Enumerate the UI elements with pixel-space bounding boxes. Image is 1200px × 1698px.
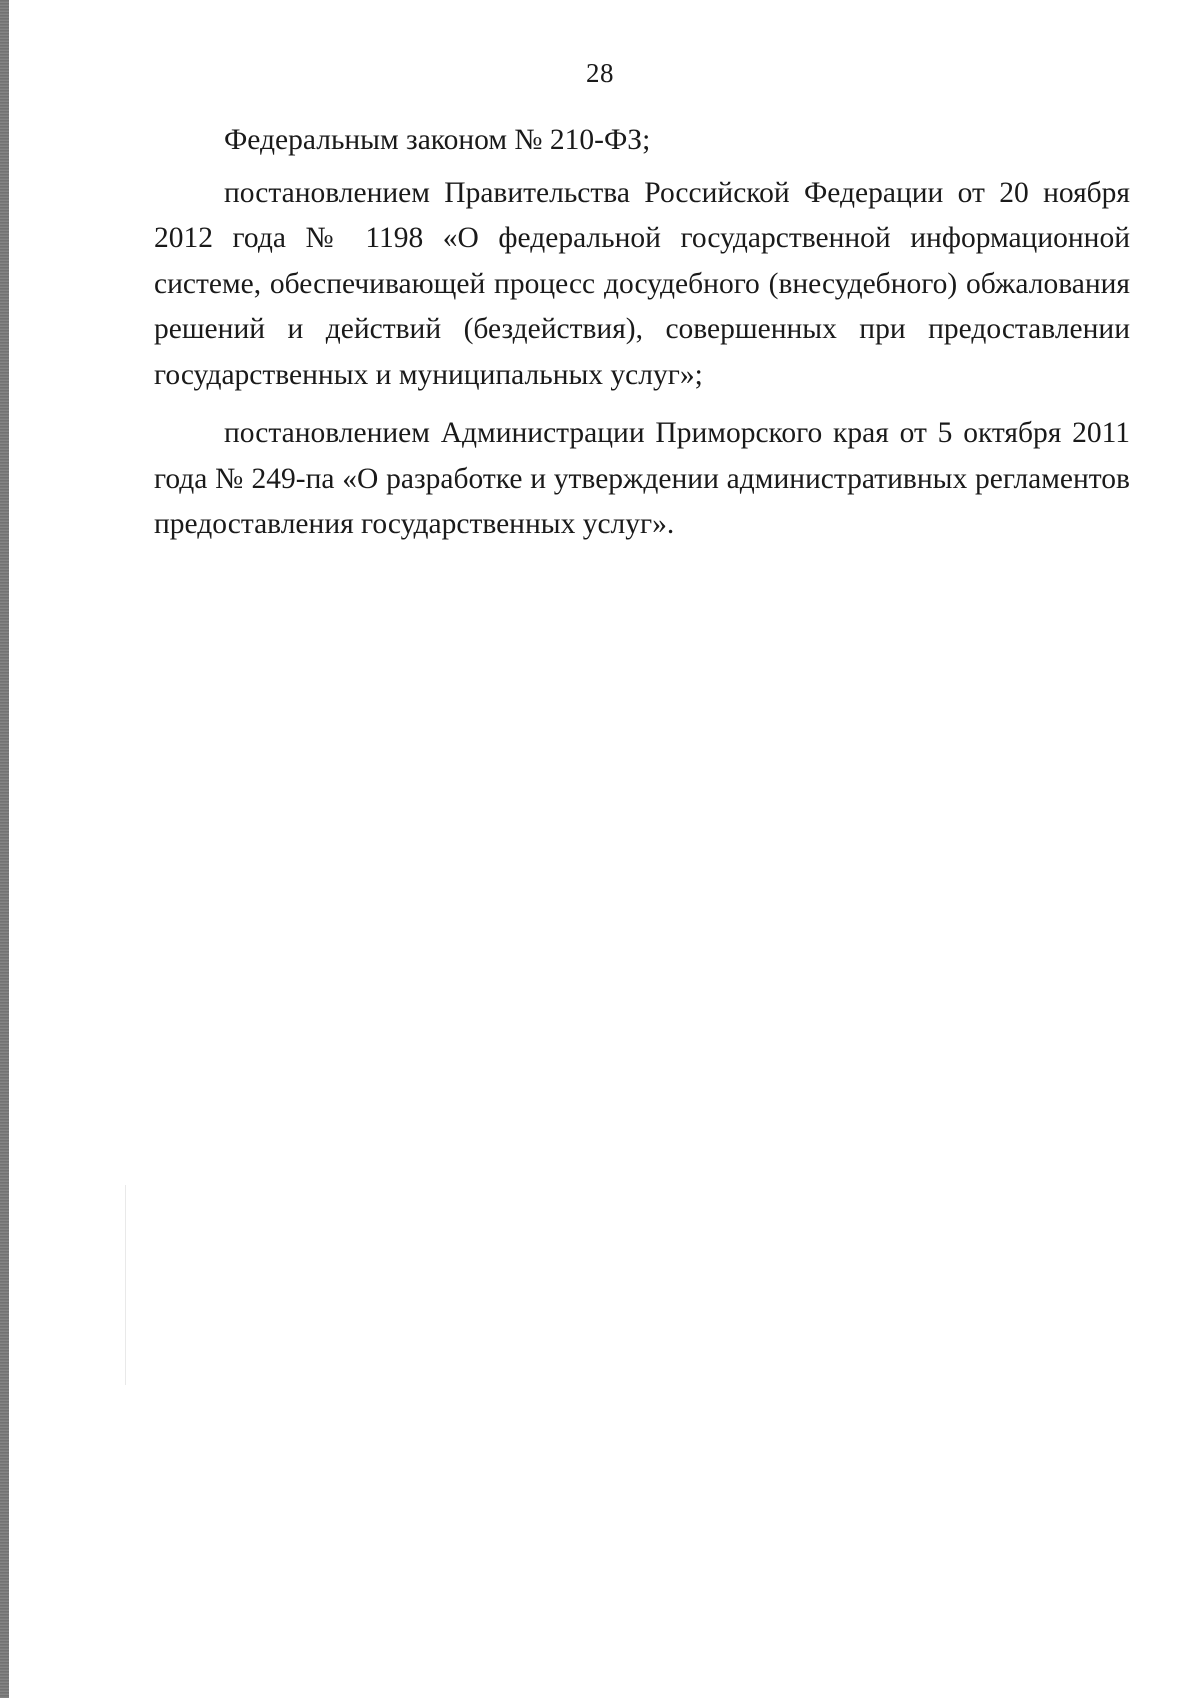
page-number: 28 xyxy=(586,58,614,88)
paragraph-government-resolution: постановлением Правительства Российской Федерации от 20 ноября 2012 года № 1198 «О федеральной государственной информационной системе, обеспечивающей процесс досудебного (внесудебного) обжалования решений и действий (бездействия), совершенных при предоставлении государственных и муниципальных услуг»; xyxy=(154,176,1130,391)
paragraph-administration-resolution: постановлением Администрации Приморского края от 5 октября 2011 года № 249-па «О разработке и утверждении административных регламентов предоставления государственных услуг». xyxy=(154,417,1130,540)
scan-edge xyxy=(0,0,9,1698)
document-body xyxy=(154,118,1130,548)
paragraph-federal-law: Федеральным законом № 210-ФЗ; xyxy=(224,124,651,156)
scan-artifact xyxy=(125,1185,126,1385)
